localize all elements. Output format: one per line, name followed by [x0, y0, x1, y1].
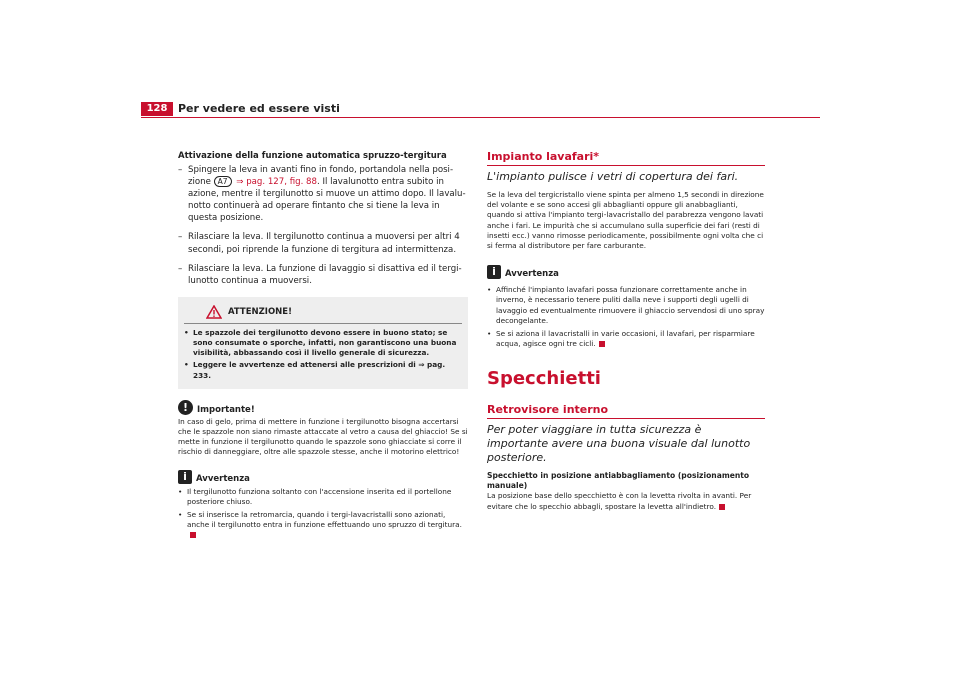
warning-box — [178, 297, 468, 389]
important-block — [178, 397, 468, 458]
callout-badge: A7 — [214, 176, 232, 187]
note-bullet — [178, 510, 468, 541]
bullet-dot: • — [487, 329, 492, 339]
warning-text: Leggere le avvertenze ed attenersi alle prescrizioni di ⇒ pag. 233. — [193, 360, 446, 380]
bullet-dot: • — [178, 510, 183, 520]
exclamation-icon: ! — [178, 400, 193, 415]
note-bullet — [178, 487, 468, 507]
step-text: Rilasciare la leva. La funzione di lavaggio si disattiva ed il tergi-lunotto continua a muoversi. — [188, 263, 462, 286]
warning-rule — [184, 323, 462, 324]
left-column — [178, 150, 468, 544]
bullet-dot: • — [487, 285, 492, 295]
bullet-dot: • — [184, 360, 189, 370]
subsection-text: La posizione base dello specchietto è con la levetta rivolta in avanti. Per evitare che lo specchio abbagli, spostare la levetta all'indietro. — [487, 491, 752, 511]
dash-marker: – — [178, 165, 183, 175]
dash-marker: – — [178, 232, 183, 243]
note-header — [487, 261, 765, 279]
note-header — [178, 466, 468, 484]
section-intro: Per poter viaggiare in tutta sicurezza è importante avere una buona visuale dal lunotto posteriore. — [487, 423, 751, 465]
page-header-title: Per vedere ed essere visti — [178, 102, 340, 115]
info-note-icon: i — [487, 265, 501, 279]
step-item — [178, 231, 468, 255]
note-text: Se si aziona il lavacristalli in varie occasioni, il lavafari, per risparmiare acqua, agisce ogni tre cicli. — [496, 329, 755, 349]
section-title-retrovisore: Retrovisore interno — [487, 403, 609, 417]
right-column — [487, 150, 765, 512]
warning-title: ATTENZIONE! — [228, 306, 292, 317]
note-title: Avvertenza — [196, 473, 250, 484]
end-marker — [599, 341, 605, 347]
warning-header — [184, 303, 462, 321]
note-text: Se si inserisce la retromarcia, quando i tergi-lavacristalli sono azionati, anche il tergilunotto entra in funzione effettuando uno spruzzo di tergitura. — [187, 510, 462, 530]
warning-bullet — [184, 328, 462, 359]
section-rule — [487, 165, 765, 166]
subsection-heading: Specchietto in posizione antiabbagliamento (posizionamento manuale) — [487, 471, 750, 491]
note-text: Il tergilunotto funziona soltanto con l'accensione inserita ed il portellone posteriore chiuso. — [187, 486, 452, 506]
step-item — [178, 263, 468, 287]
end-marker — [719, 504, 725, 510]
note-block — [487, 261, 765, 349]
subsection-body — [487, 491, 765, 511]
activation-heading: Attivazione della funzione automatica spruzzo-tergitura — [178, 151, 447, 161]
info-note-icon: i — [178, 470, 192, 484]
bullet-dot: • — [184, 327, 189, 337]
section-body: Se la leva del tergicristallo viene spinta per almeno 1,5 secondi in direzione del volante e se sono accesi gli abbaglianti oppure gli anabbaglianti, quando si attiva l'impianto tergi-lavacristallo del parabrezza vengono lavati anche i fari. Le impurità che si accumulano sulla superficie dei fari (resti di insetti ecc.) vanno rimosse periodicamente, possibilmente ogni volta che ci si ferma al distributore per fare carburante. — [487, 190, 764, 251]
note-bullet — [487, 285, 765, 326]
note-block — [178, 466, 468, 541]
header-rule — [141, 117, 820, 118]
warning-text: Le spazzole dei tergilunotto devono essere in buono stato; se sono consumate o sporche, infatti, non garantiscono una buona visibilità, abbassando così il livello generale di sicurezza. — [193, 327, 457, 358]
end-marker — [190, 532, 196, 538]
step-text: Spingere la leva in avanti fino in fondo, portandola nella posi-zione — [188, 165, 454, 188]
dash-marker: – — [178, 263, 183, 274]
section-rule — [487, 418, 765, 419]
note-text: Affinché l'impianto lavafari possa funzionare correttamente anche in inverno, è necessario tenere puliti dalla neve i supporti degli ugelli di lavaggio ed eventualmente rimuovere il ghiaccio servendosi di uno spray decongelante. — [496, 285, 765, 325]
chapter-title: Specchietti — [487, 368, 601, 390]
step-text: Rilasciare la leva. Il tergilunotto continua a muoversi per altri 4 secondi, poi riprende la funzione di tergitura ad intermittenza. — [188, 232, 460, 255]
warning-bullet — [184, 360, 462, 380]
section-title-lavafari: Impianto lavafari* — [487, 150, 600, 163]
note-bullet — [487, 329, 765, 349]
step-text-cont: . Il lavalunotto entra subito in azione, mentre il tergilunotto si muove un attimo dopo. Il lavalu-notto continuerà ad operare fintanto che si tiene la leva in questa posizione. — [188, 177, 466, 224]
important-header — [178, 397, 468, 415]
page-number: 128 — [146, 103, 168, 114]
section-intro: L'impianto pulisce i vetri di copertura dei fari. — [487, 170, 739, 183]
page-reference-link[interactable]: ⇒ pag. 127, fig. 88 — [236, 177, 317, 188]
step-item — [178, 164, 468, 224]
important-title: Importante! — [197, 404, 255, 415]
bullet-dot: • — [178, 486, 183, 496]
note-title: Avvertenza — [505, 269, 559, 280]
important-text: In caso di gelo, prima di mettere in funzione i tergilunotto bisogna accertarsi che le spazzole non siano rimaste attaccate al vetro a causa del ghiaccio! Se si mette in funzione il tergilunotto quando le spazzole sono ghiacciate si corre il rischio di danneggiare, oltre alle spazzole stesse, anche il motorino elettrico! — [178, 416, 468, 457]
warning-triangle-icon — [206, 305, 222, 319]
